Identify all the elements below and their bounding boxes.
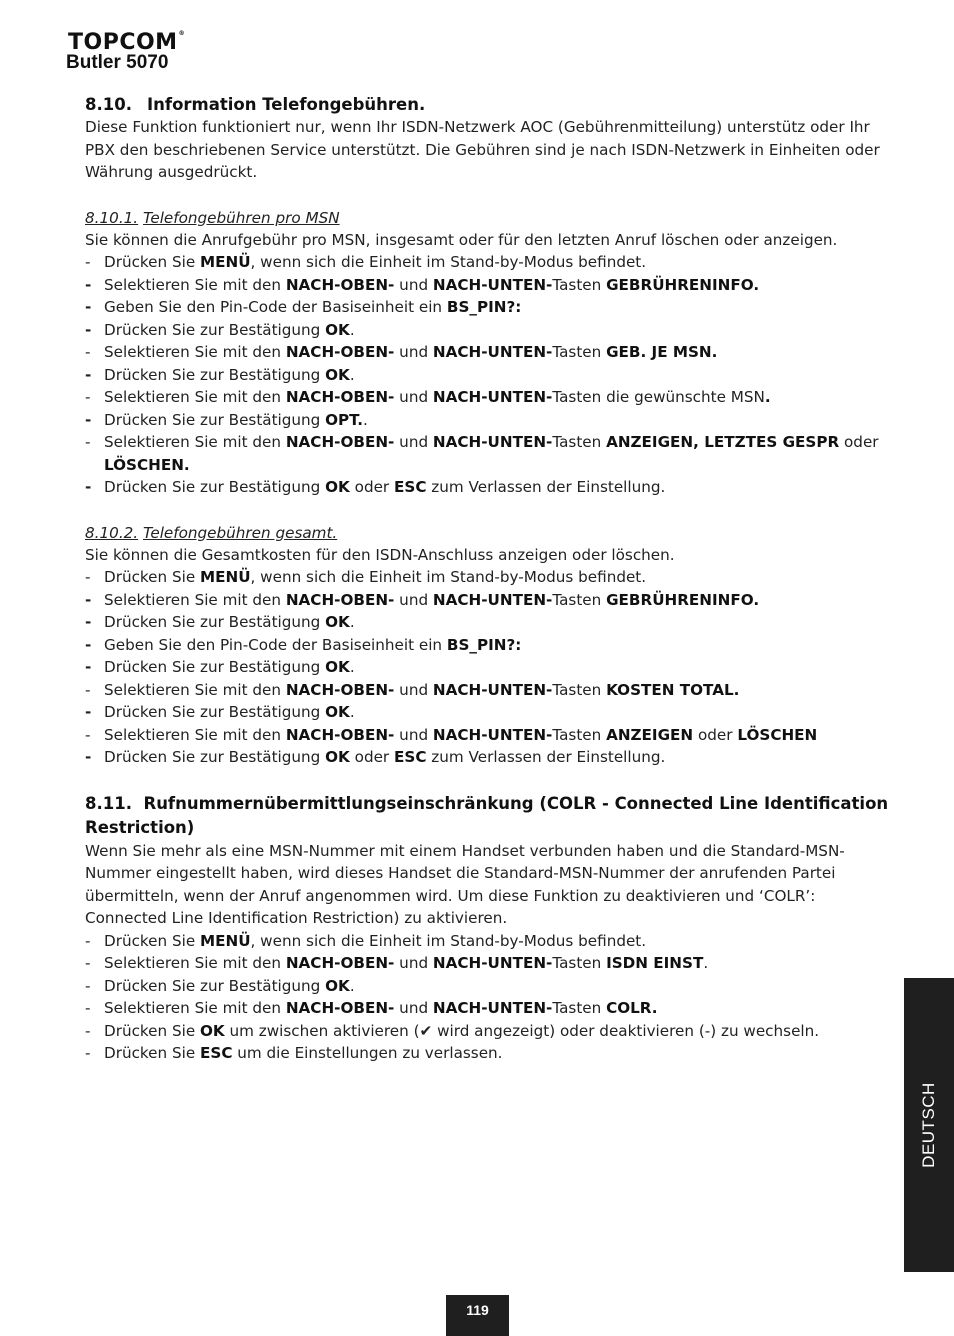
key-term: GEBRÜHRENINFO. <box>606 590 760 609</box>
key-term: LÖSCHEN. <box>104 455 190 474</box>
subsection-title: Telefongebühren gesamt. <box>142 523 338 542</box>
key-term: NACH-OBEN- <box>285 275 395 294</box>
key-term: OPT. <box>325 410 364 429</box>
key-term: NACH-UNTEN- <box>432 433 553 451</box>
step-text: Drücken Sie zur Bestätigung <box>104 320 326 339</box>
section-intro: Wenn Sie mehr als eine MSN-Nummer mit einem Handset verbunden haben und die Standard-MSN-Nummer eingestellt haben, wird dieses Handset die Standard-MSN-Nummer der anrufenden Partei übermitteln, wenn der Anruf angenommen wird. Um diese Funktion zu deaktivieren und ‘COLR’: Connected Line Identification Restriction) zu aktivieren. <box>85 841 845 927</box>
key-term: NACH-OBEN- <box>285 590 395 609</box>
key-term: OK <box>325 478 350 496</box>
section-title: Information Telefongebühren. <box>147 95 426 114</box>
step-text: Tasten <box>552 680 607 699</box>
step-item <box>85 386 891 409</box>
step-item <box>85 1020 891 1043</box>
step-text: . <box>363 410 368 429</box>
language-tab <box>904 978 954 1272</box>
step-text: Drücken Sie <box>104 1044 200 1062</box>
step-text: , wenn sich die Einheit im Stand-by-Modus befindet. <box>250 931 647 950</box>
step-text: . <box>349 658 355 676</box>
key-term: ESC <box>394 478 427 496</box>
key-term: NACH-UNTEN- <box>432 275 553 294</box>
step-text: Drücken Sie zur Bestätigung <box>104 703 326 721</box>
step-text: Drücken Sie zur Bestätigung <box>104 410 326 429</box>
step-text: und <box>394 954 433 972</box>
step-text: Selektieren Sie mit den <box>104 680 286 699</box>
step-text: und <box>394 725 433 744</box>
step-text: Drücken Sie zur Bestätigung <box>104 976 326 995</box>
step-text: Drücken Sie zur Bestätigung <box>104 478 326 496</box>
step-text: , wenn sich die Einheit im Stand-by-Modus befindet. <box>250 568 647 586</box>
step-item <box>85 952 891 975</box>
key-term: OK <box>325 976 350 995</box>
step-text: , wenn sich die Einheit im Stand-by-Modus befindet. <box>250 253 647 271</box>
key-term: ANZEIGEN <box>606 725 694 744</box>
bullet-dash: - <box>85 680 91 699</box>
step-text: Drücken Sie zur Bestätigung <box>104 613 326 631</box>
section-heading-8-10 <box>85 93 891 116</box>
key-term: OK <box>325 613 350 631</box>
step-text: Tasten die gewünschte MSN <box>552 388 765 406</box>
step-item <box>85 746 891 769</box>
key-term: OK <box>325 320 350 339</box>
step-item <box>85 997 891 1020</box>
key-term: NACH-OBEN- <box>285 433 395 451</box>
key-term: NACH-UNTEN- <box>432 725 553 744</box>
step-item <box>85 296 891 319</box>
bullet-dash: - <box>85 298 92 316</box>
key-term: OK <box>325 658 350 676</box>
section-intro: Diese Funktion funktioniert nur, wenn Ihr ISDN-Netzwerk AOC (Gebührenmitteilung) unterstütz oder Ihr PBX den beschriebenen Service unterstützt. Die Gebühren sind je nach ISDN-Netzwerk in Einheiten oder Währung ausgedrückt. <box>85 118 880 181</box>
step-text: . <box>703 954 709 972</box>
key-term: GEBRÜHRENINFO. <box>606 275 760 294</box>
bullet-dash: - <box>85 365 92 384</box>
step-text: um die Einstellungen zu verlassen. <box>232 1044 503 1062</box>
step-text: . <box>349 976 355 995</box>
product-name: Butler 5070 <box>66 52 169 73</box>
step-text: Tasten <box>552 725 607 744</box>
bullet-dash: - <box>85 568 91 586</box>
step-text: zum Verlassen der Einstellung. <box>426 748 666 766</box>
subsection-heading-8-10-2 <box>85 522 891 544</box>
step-text: Drücken Sie zur Bestätigung <box>104 748 326 766</box>
key-term: ESC <box>394 748 427 766</box>
section-number: 8.10. <box>85 95 132 114</box>
bullet-dash: - <box>85 1021 91 1040</box>
key-term: NACH-OBEN- <box>285 999 395 1017</box>
bullet-dash: - <box>85 931 91 950</box>
step-text: und <box>394 433 433 451</box>
step-item <box>85 724 891 747</box>
step-text: Selektieren Sie mit den <box>104 954 286 972</box>
key-term: BS_PIN?: <box>446 635 522 654</box>
bullet-dash: - <box>85 343 91 361</box>
step-text: . <box>349 320 355 339</box>
step-text: oder <box>693 725 738 744</box>
subsection-number: 8.10.1. <box>85 208 139 227</box>
bullet-dash: - <box>85 388 91 406</box>
step-text: . <box>349 613 355 631</box>
step-item <box>85 431 891 476</box>
bullet-dash: - <box>85 433 91 451</box>
page-content <box>85 93 891 1065</box>
step-text: Tasten <box>552 343 607 361</box>
step-item <box>85 274 891 297</box>
bullet-dash: - <box>85 320 92 339</box>
subsection-title: Telefongebühren pro MSN <box>142 208 340 227</box>
bullet-dash: - <box>85 999 91 1017</box>
step-text: und <box>394 275 433 294</box>
step-text: und <box>394 999 433 1017</box>
page-number: 119 <box>446 1295 509 1336</box>
key-term: OK <box>325 365 350 384</box>
step-item <box>85 611 891 634</box>
bullet-dash: - <box>85 613 92 631</box>
step-text: Drücken Sie <box>104 1021 200 1040</box>
bullet-dash: - <box>85 275 92 294</box>
steps-list <box>85 251 891 499</box>
key-term: ESC <box>200 1044 233 1062</box>
key-term: NACH-OBEN- <box>285 343 395 361</box>
step-item <box>85 364 891 387</box>
key-term: GEB. JE MSN. <box>606 343 718 361</box>
step-text: Drücken Sie <box>104 253 200 271</box>
step-text: Geben Sie den Pin-Code der Basiseinheit ein <box>104 635 447 654</box>
key-term: LÖSCHEN <box>737 725 818 744</box>
step-item <box>85 589 891 612</box>
step-text: Selektieren Sie mit den <box>104 388 286 406</box>
bullet-dash: - <box>85 725 91 744</box>
step-text: Tasten <box>552 954 607 972</box>
step-text: Selektieren Sie mit den <box>104 999 286 1017</box>
step-item <box>85 930 891 953</box>
section-title: Rufnummernübermittlungseinschränkung (COLR - Connected Line Identification Restriction) <box>85 793 889 837</box>
key-term: BS_PIN?: <box>446 298 522 316</box>
step-item <box>85 679 891 702</box>
key-term: NACH-UNTEN- <box>432 343 553 361</box>
bullet-dash: - <box>85 658 92 676</box>
key-term: . <box>764 388 771 406</box>
key-term: MENÜ <box>200 931 251 950</box>
steps-list <box>85 930 891 1065</box>
step-text: Selektieren Sie mit den <box>104 433 286 451</box>
step-text: Drücken Sie zur Bestätigung <box>104 658 326 676</box>
bullet-dash: - <box>85 253 91 271</box>
step-text: . <box>349 365 355 384</box>
step-text: und <box>394 388 433 406</box>
step-item <box>85 251 891 274</box>
step-text: um zwischen aktivieren (✔ wird angezeigt) oder deaktivieren (-) zu wechseln. <box>224 1021 820 1040</box>
language-label: DEUTSCH <box>919 1082 938 1168</box>
bullet-dash: - <box>85 976 91 995</box>
step-item <box>85 341 891 364</box>
section-heading-8-11 <box>85 792 891 840</box>
step-text: und <box>394 343 433 361</box>
step-text: oder <box>349 748 395 766</box>
key-term: NACH-OBEN- <box>285 725 395 744</box>
bullet-dash: - <box>85 954 91 972</box>
step-item <box>85 701 891 724</box>
step-text: Tasten <box>552 275 607 294</box>
registered-mark: ® <box>178 30 186 37</box>
step-text: Drücken Sie zur Bestätigung <box>104 365 326 384</box>
key-term: COLR. <box>606 999 658 1017</box>
bullet-dash: - <box>85 1044 91 1062</box>
step-text: Drücken Sie <box>104 931 200 950</box>
step-text: oder <box>839 433 879 451</box>
bullet-dash: - <box>85 410 92 429</box>
step-item <box>85 476 891 499</box>
step-text: Tasten <box>552 999 607 1017</box>
step-text: Selektieren Sie mit den <box>104 275 286 294</box>
step-item <box>85 319 891 342</box>
step-text: zum Verlassen der Einstellung. <box>426 478 666 496</box>
bullet-dash: - <box>85 635 92 654</box>
step-text: Drücken Sie <box>104 568 200 586</box>
step-item <box>85 566 891 589</box>
step-text: . <box>349 703 355 721</box>
subsection-intro: Sie können die Gesamtkosten für den ISDN-Anschluss anzeigen oder löschen. <box>85 545 675 564</box>
step-text: oder <box>349 478 395 496</box>
step-text: Geben Sie den Pin-Code der Basiseinheit ein <box>104 298 447 316</box>
key-term: NACH-OBEN- <box>285 954 395 972</box>
subsection-number: 8.10.2. <box>85 523 139 542</box>
step-text: Tasten <box>552 433 607 451</box>
step-item <box>85 1042 891 1065</box>
key-term: NACH-UNTEN- <box>432 388 553 406</box>
subsection-intro: Sie können die Anrufgebühr pro MSN, insgesamt oder für den letzten Anruf löschen oder anzeigen. <box>85 230 838 249</box>
key-term: NACH-OBEN- <box>285 680 395 699</box>
step-text: Selektieren Sie mit den <box>104 590 286 609</box>
step-text: Selektieren Sie mit den <box>104 725 286 744</box>
key-term: MENÜ <box>200 253 251 271</box>
step-text: Selektieren Sie mit den <box>104 343 286 361</box>
subsection-heading-8-10-1 <box>85 207 891 229</box>
key-term: ISDN EINST <box>606 954 704 972</box>
key-term: ANZEIGEN, LETZTES GESPR <box>606 433 840 451</box>
key-term: NACH-UNTEN- <box>432 590 553 609</box>
steps-list <box>85 566 891 769</box>
bullet-dash: - <box>85 478 92 496</box>
key-term: NACH-UNTEN- <box>432 954 553 972</box>
step-item <box>85 656 891 679</box>
step-item <box>85 975 891 998</box>
step-text: Tasten <box>552 590 607 609</box>
step-text: und <box>394 590 433 609</box>
step-text: und <box>394 680 433 699</box>
key-term: OK <box>325 703 350 721</box>
bullet-dash: - <box>85 748 92 766</box>
step-item <box>85 634 891 657</box>
bullet-dash: - <box>85 703 92 721</box>
brand-logo-text: TOPCOM <box>68 30 178 55</box>
key-term: NACH-UNTEN- <box>432 680 553 699</box>
section-number: 8.11. <box>85 793 132 813</box>
key-term: OK <box>200 1021 225 1040</box>
key-term: MENÜ <box>200 568 251 586</box>
step-item <box>85 409 891 432</box>
key-term: OK <box>325 748 350 766</box>
key-term: KOSTEN TOTAL. <box>606 680 740 699</box>
key-term: NACH-UNTEN- <box>432 999 553 1017</box>
key-term: NACH-OBEN- <box>285 388 395 406</box>
bullet-dash: - <box>85 590 92 609</box>
